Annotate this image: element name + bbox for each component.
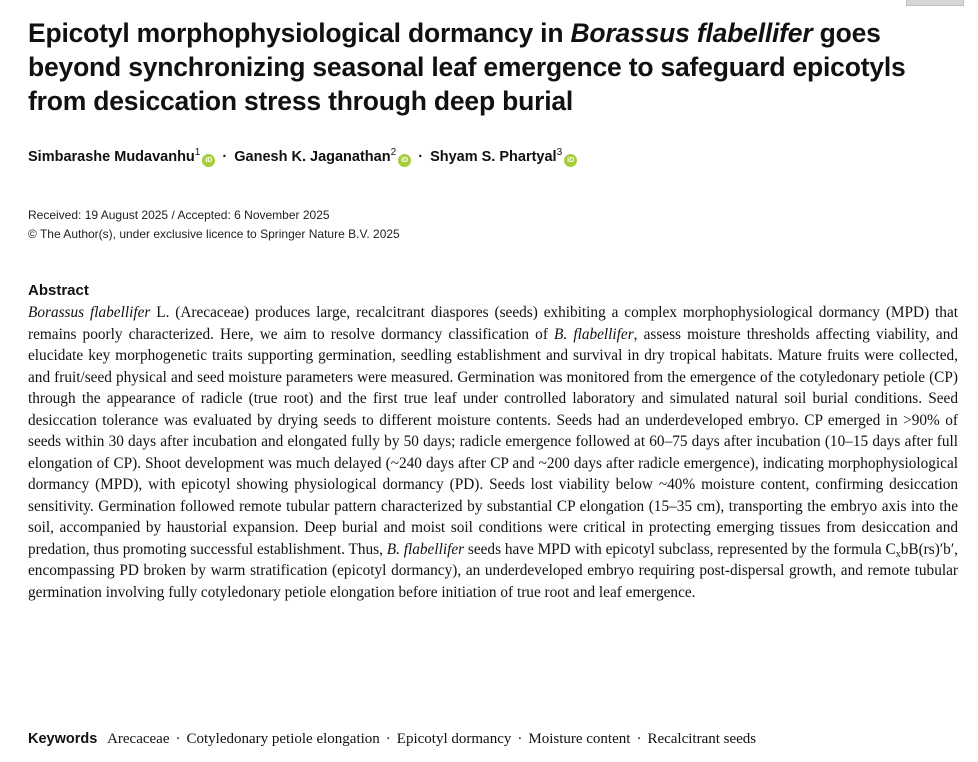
author-name[interactable]: Shyam S. Phartyal (430, 149, 557, 165)
keyword-item: Arecaceae (107, 731, 170, 747)
updates-badge[interactable] (906, 0, 964, 6)
publication-dates (28, 206, 400, 244)
title-text-2: goes beyond synchronizing seasonal leaf emergence to safeguard epicotyls from desiccation stress through deep burial (28, 18, 906, 116)
author-affiliation: 1 (194, 147, 201, 158)
species-name: Borassus flabellifer (28, 304, 151, 321)
author-affiliation: 3 (556, 147, 563, 158)
abstract-text (28, 302, 958, 603)
abstract-segment: , assess moisture thresholds affecting viability, and elucidate key morphogenetic traits supporting germination, seedling establishment and survival in dry tropical habitats. Mature fruits were collected, and fruit/seed physical and seed moisture parameters were measured. Germination was monitored from the emergence of the cotyledonary petiole (CP) through the appearance of radicle (true root) and the first true leaf under controlled laboratory and simulated natural soil burial conditions. Seed desiccation tolerance was evaluated by drying seeds to different moisture contents. Seeds had an underdeveloped embryo. CP emerged in >90% of seeds within 30 days after incubation and elongated fully by 50 days; radicle emergence followed at 60–75 days after incubation (10–15 days after full elongation of CP). Shoot development was much delayed (~240 days after CP and ~200 days after radicle emergence), indicating morphophysiological dormancy (MPD), with epicotyl showing physiological dormancy (PD). Seeds lost viability below ~40% moisture content, confirming desiccation sensitivity. Germination followed remote tubular pattern characterized by substantial CP elongation (15–35 cm), transporting the embryo axis into the soil, accompanied by haustorial expansion. Deep burial and moist soil conditions were critical in protecting emerging tissues from desiccation and predation, thus promoting successful establishment. Thus, (28, 325, 958, 558)
keywords-label: Keywords (28, 731, 98, 747)
orcid-icon[interactable]: iD (398, 154, 411, 167)
orcid-icon[interactable]: iD (202, 154, 215, 167)
abstract-segment: bB(rs)′b′, encompassing PD broken by warm stratification (epicotyl dormancy), an underdeveloped embryo requiring post-dispersal growth, and remote tubular germination involving fully cotyledonary petiole elongation before initiation of true root and leaf emergence. (28, 540, 958, 601)
author-name[interactable]: Ganesh K. Jaganathan (234, 149, 391, 165)
formula-subscript: x (895, 548, 901, 560)
species-name: B. flabellifer (386, 540, 465, 558)
keywords-line (28, 728, 756, 750)
article-title (28, 16, 958, 118)
keyword-separator: · (385, 731, 391, 747)
keyword-item: Cotyledonary petiole elongation (186, 731, 380, 747)
copyright-line: © The Author(s), under exclusive licence to Springer Nature B.V. 2025 (28, 227, 400, 241)
orcid-icon[interactable]: iD (564, 154, 577, 167)
keyword-item: Epicotyl dormancy (396, 731, 512, 747)
title-species: Borassus flabellifer (570, 18, 813, 48)
abstract-segment: L. (Arecaceae) produces large, recalcitrant diaspores (seeds) exhibiting a complex morphophysiological dormancy (MPD) that remains poorly characterized. Here, we aim to resolve dormancy classification of (28, 304, 958, 343)
author-affiliation: 2 (390, 147, 397, 158)
keyword-separator: · (636, 731, 642, 747)
received-accepted-line: Received: 19 August 2025 / Accepted: 6 November 2025 (28, 208, 330, 222)
keyword-item: Moisture content (528, 731, 631, 747)
author-list (28, 146, 577, 168)
keyword-separator: · (175, 731, 181, 747)
abstract-segment: seeds have MPD with epicotyl subclass, represented by the formula C (464, 540, 896, 558)
abstract-heading: Abstract (28, 282, 89, 299)
species-name: B. flabellifer (554, 325, 634, 343)
author-name[interactable]: Simbarashe Mudavanhu (28, 149, 195, 165)
keyword-separator: · (517, 731, 523, 747)
author-separator: · (222, 149, 228, 165)
author-separator: · (418, 149, 424, 165)
keyword-item: Recalcitrant seeds (647, 731, 757, 747)
title-text-1: Epicotyl morphophysiological dormancy in (28, 18, 571, 48)
